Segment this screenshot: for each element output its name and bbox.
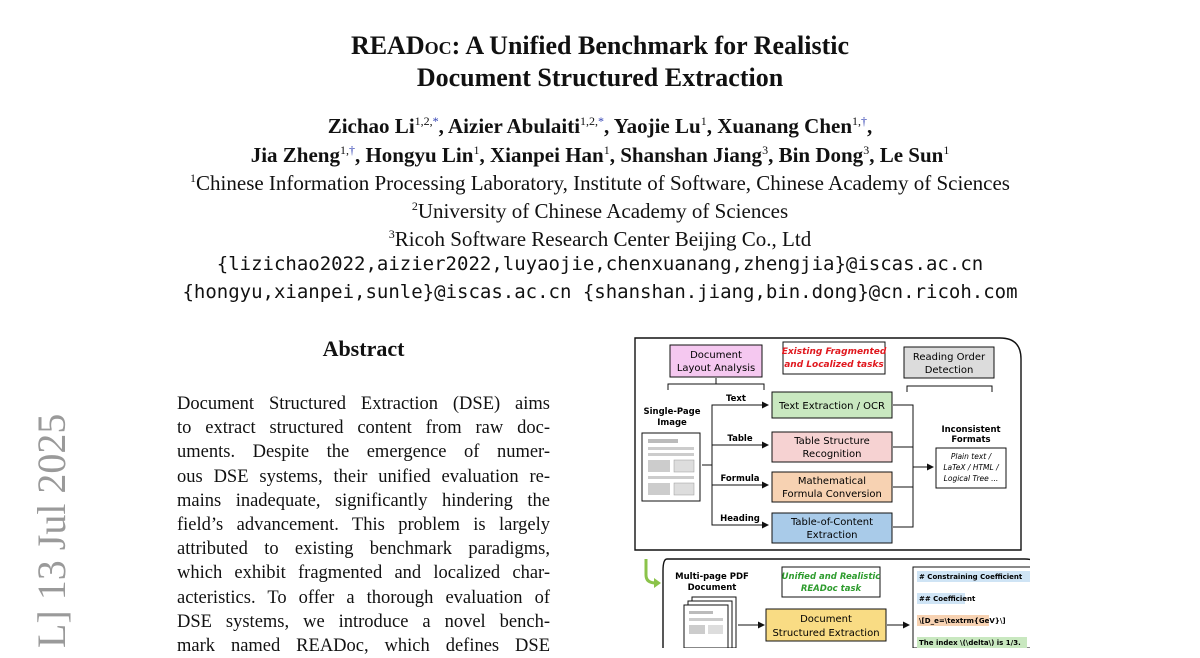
author-name: Le Sun (879, 143, 944, 167)
author-affiliation-marker: 1,2,* (580, 114, 605, 128)
affiliation-3: $^3$Ricoh Software Research Center Beijing Co., Ltd (388, 227, 812, 251)
single-page-line-2: Image (657, 418, 687, 428)
abstract-line: attributed to existing benchmark paradigms, (177, 539, 550, 560)
author-affiliation-marker: 1 (473, 143, 480, 157)
task-table-line-1: Table Structure (794, 436, 870, 447)
single-page-line-1: Single-Page (643, 407, 701, 417)
abstract-heading: Abstract (322, 336, 405, 361)
affiliation-2: $^2$University of Chinese Academy of Sciences (411, 199, 789, 223)
arxiv-stamp: L] 13 Jul 2025 (29, 413, 74, 648)
author-name: Bin Dong (778, 143, 864, 167)
author-affiliation-marker: 1,† (852, 114, 868, 128)
paper-title (0, 30, 1200, 94)
author-affiliation-marker: 1,† (339, 143, 355, 157)
abstract-line: uments. Despite the emergence of numer- (177, 442, 550, 463)
dse-line-2: Structured Extraction (772, 628, 880, 639)
emails-line-2: {hongyu,xianpei,sunle}@iscas.ac.cn {shanshan.jiang,bin.dong}@cn.ricoh.com (182, 281, 1018, 303)
author-affiliation-marker: 3 (762, 143, 769, 157)
formats-line-3: Logical Tree ... (943, 474, 999, 483)
task-toc-line-2: Extraction (806, 530, 858, 541)
author-affiliation-marker: 1 (603, 143, 610, 157)
task-toc-line-1: Table-of-Content (790, 517, 874, 528)
single-page-icon (642, 433, 700, 501)
affiliation-1: $^1$Chinese Information Processing Laboratory, Institute of Software, Chinese Academy of Sciences (190, 171, 1010, 195)
overview-figure (630, 335, 1030, 648)
fragmented-line-2: and Localized tasks (784, 360, 884, 370)
author-name: Yaojie Lu (613, 114, 701, 138)
branch-label-text: Text (726, 394, 746, 404)
task-ocr-line-1: Text Extraction / OCR (779, 401, 885, 412)
branch-label-heading: Heading (720, 514, 760, 524)
md-line-3: \[D_e=\textrm{GeV}\] (919, 617, 1006, 625)
abstract-line: to extract structured content from raw doc- (177, 418, 550, 439)
fragmented-line-1: Existing Fragmented (781, 347, 887, 357)
inconsistent-line-1: Inconsistent (941, 425, 1001, 435)
md-line-1: # Constraining Coefficient (919, 573, 1023, 581)
abstract-line: acteristics. To offer a thorough evaluation of (177, 587, 550, 608)
unified-line-1: Unified and Realistic (781, 572, 881, 582)
author-name: Xuanang Chen (717, 114, 853, 138)
author-affiliation-marker: 1 (943, 143, 950, 157)
multipage-line-1: Multi-page PDF (675, 572, 749, 582)
author-affiliation-marker: 1,2,* (414, 114, 439, 128)
author-name: Jia Zheng (250, 143, 340, 167)
md-line-4: The index \(\delta\) is 1/3. (919, 639, 1021, 647)
formats-line-1: Plain text / (950, 452, 992, 461)
md-line-2: ## Coefficient (919, 595, 976, 603)
dse-line-1: Document (800, 614, 852, 625)
authors-line-2: Jia Zheng$^{1,\dagger}$, Hongyu Lin$^1$, Xianpei Han$^1$, Shanshan Jiang$^3$, Bin Dong$^3$, Le Sun$^1$ (250, 143, 950, 167)
author-name: Xianpei Han (489, 143, 604, 167)
abstract-body (177, 392, 550, 658)
abstract-line: mains inadequate, significantly hindering the (177, 490, 550, 511)
abstract-line: field’s advancement. This problem is largely (177, 514, 550, 535)
reading-order-line-1: Reading Order (912, 352, 986, 363)
abstract-line: DSE systems, we introduce a novel bench- (177, 611, 550, 632)
abstract-line: mark named READoc, which defines DSE (177, 635, 550, 656)
abstract-line: which exhibit fragmented and localized char- (177, 563, 550, 584)
title-line-1: READoc: A Unified Benchmark for Realistic (350, 31, 850, 60)
branch-label-formula: Formula (720, 474, 760, 484)
multipage-icon (684, 597, 736, 648)
task-formula-line-2: Formula Conversion (782, 489, 882, 500)
authors-line-1: Zichao $Li^{1,2,*}$, Aizier Abulaiti$^{1,2,*}$, Yaojie Lu$^1$, Xuanang Chen$^{1,\dagger}$, (327, 114, 873, 138)
task-formula-line-1: Mathematical (797, 476, 867, 487)
author-affiliation-marker: 3 (863, 143, 870, 157)
multipage-line-2: Document (687, 583, 737, 593)
layout-analysis-line-1: Document (690, 350, 742, 361)
author-name: Shanshan Jiang (620, 143, 763, 167)
title-line-2: Document Structured Extraction (416, 63, 784, 92)
task-table-line-2: Recognition (802, 449, 862, 460)
branch-label-table: Table (727, 434, 753, 444)
unified-line-2: READoc task (800, 584, 862, 594)
formats-line-2: LaTeX / HTML / (943, 463, 999, 472)
author-name: Aizier Abulaiti (448, 114, 581, 138)
abstract-line: ous DSE systems, their unified evaluation re- (177, 466, 550, 487)
author-name: Zichao Li (327, 114, 415, 138)
inconsistent-line-2: Formats (951, 435, 991, 445)
emails-line-1: {lizichao2022,aizier2022,luyaojie,chenxuanang,zhengjia}@iscas.ac.cn (216, 253, 984, 275)
abstract-line: Document Structured Extraction (DSE) aims (177, 394, 550, 414)
reading-order-line-2: Detection (924, 365, 974, 376)
author-affiliation-marker: 1 (700, 114, 707, 128)
layout-analysis-line-2: Layout Analysis (676, 363, 756, 374)
author-name: Hongyu Lin (365, 143, 474, 167)
